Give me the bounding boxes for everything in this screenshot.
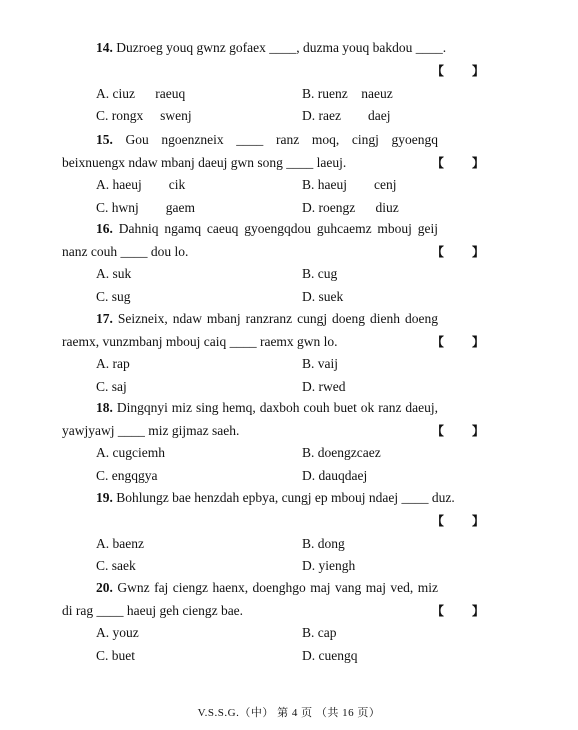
question-stem: [62, 37, 500, 60]
option-c: C. sug: [96, 288, 131, 304]
question-number: 17.: [96, 311, 113, 326]
answer-bracket: 【 】: [431, 604, 496, 618]
option-c: C. buet: [96, 647, 135, 663]
option-a: A. ciuz raeuq: [96, 85, 186, 101]
question-number: 20.: [96, 580, 113, 595]
option-c: C. saek: [96, 558, 136, 573]
option-a: A. youz: [96, 625, 139, 640]
answer-bracket: 【 】: [431, 63, 496, 78]
option-b: B. doengzcaez: [302, 445, 381, 460]
question-stem: [62, 487, 500, 510]
options: [62, 263, 500, 308]
question-16: [62, 218, 500, 308]
question-number: 15.: [96, 132, 113, 147]
question-text: Duzroeg youq gwnz gofaex ____, duzma youq bakdou ____.: [116, 40, 447, 55]
question-text: Gou ngoenzneix ____ ranz moq, cingj gyoengq beixnuengx ndaw mbanj daeuj gwn song ____ laeuj.: [62, 132, 438, 170]
option-d: D. cuengq: [302, 647, 358, 663]
option-b: B. cap: [302, 625, 337, 640]
answer-bracket: 【 】: [431, 424, 496, 438]
options: [62, 442, 500, 487]
option-b: B. ruenz naeuz: [302, 85, 393, 101]
options: [62, 622, 500, 667]
answer-bracket: 【 】: [431, 156, 496, 170]
option-d: D. suek: [302, 288, 344, 304]
option-a: A. baenz: [96, 535, 144, 551]
options: [62, 174, 500, 219]
options: [62, 353, 500, 398]
question-text: Dingqnyi miz sing hemq, daxboh couh buet ok ranz daeuj, yawjyawj ____ miz gijmaz saeh.: [62, 400, 439, 438]
option-c: C. engqgya: [96, 467, 158, 483]
option-a: A. haeuj cik: [96, 177, 186, 192]
option-b: B. vaij: [302, 356, 338, 371]
option-a: A. cugciemh: [96, 445, 165, 460]
option-c: C. saj: [96, 378, 127, 394]
question-number: 18.: [96, 400, 113, 415]
question-20: [62, 577, 500, 667]
question-text: Seizneix, ndaw mbanj ranzranz cungj doeng dienh doeng raemx, vunzmbanj mbouj caiq ____ raemx gwn lo.: [62, 311, 438, 349]
question-text: Gwnz faj ciengz haenx, doenghgo maj vang maj ved, miz di rag ____ haeuj geh ciengz bae.: [62, 580, 439, 618]
question-text: Bohlungz bae henzdah epbya, cungj ep mbouj ndaej ____ duz.: [116, 490, 455, 505]
option-b: B. dong: [302, 535, 345, 551]
answer-bracket: 【 】: [431, 513, 496, 528]
option-a: A. suk: [96, 266, 132, 281]
option-a: A. rap: [96, 356, 130, 371]
question-18: [62, 397, 500, 487]
page-footer: V.S.S.G.（中） 第 4 页 （共 16 页）: [197, 707, 381, 719]
option-b: B. haeuj cenj: [302, 177, 397, 192]
option-d: D. dauqdaej: [302, 467, 368, 483]
option-d: D. raez daej: [302, 108, 391, 123]
option-c: C. rongx swenj: [96, 108, 192, 123]
answer-bracket: 【 】: [431, 245, 496, 259]
option-d: D. roengz diuz: [302, 199, 399, 215]
question-19: [62, 487, 500, 578]
option-b: B. cug: [302, 266, 338, 281]
question-text: Dahniq ngamq caeuq gyoengqdou guhcaemz mbouj geij nanz couh ____ dou lo.: [62, 221, 439, 259]
option-c: C. hwnj gaem: [96, 199, 195, 215]
question-number: 14.: [96, 40, 113, 55]
answer-bracket: 【 】: [431, 335, 496, 349]
options: [62, 83, 500, 128]
question-number: 16.: [96, 221, 113, 236]
question-14: [62, 37, 500, 128]
question-17: [62, 308, 500, 398]
option-d: D. rwed: [302, 378, 346, 394]
option-d: D. yiengh: [302, 558, 356, 573]
options: [62, 533, 500, 578]
question-15: [62, 129, 500, 219]
question-number: 19.: [96, 490, 113, 505]
